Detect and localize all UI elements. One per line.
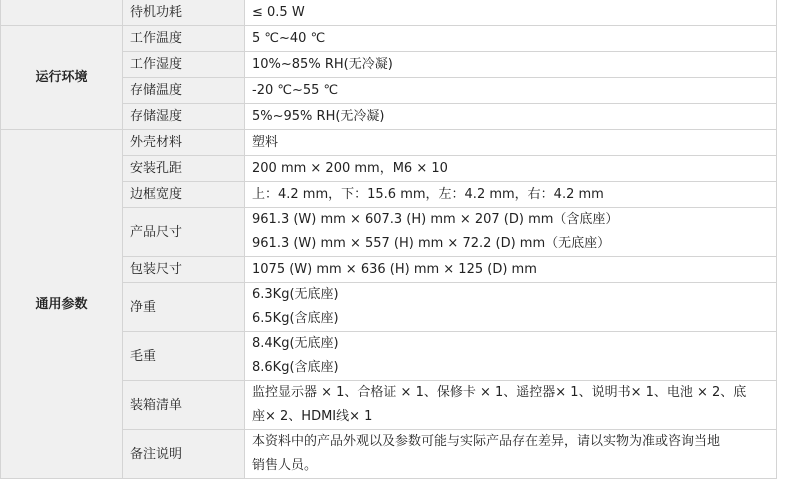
- spec-value-line: 8.6Kg(含底座): [252, 360, 339, 375]
- spec-value-cell: [245, 257, 777, 283]
- spec-value-cell: [245, 0, 777, 26]
- spec-name-cell: 备注说明: [123, 430, 245, 479]
- spec-value-line: 本资料中的产品外观以及参数可能与实际产品存在差异，请以实物为准或咨询当地: [252, 434, 721, 449]
- spec-name-cell: 产品尺寸: [123, 208, 245, 257]
- spec-value-cell: [245, 381, 777, 430]
- spec-value-line: 961.3 (W) mm × 557 (H) mm × 72.2 (D) mm（无底座）: [252, 236, 611, 251]
- spec-value-line: 6.5Kg(含底座): [252, 311, 339, 326]
- spec-value-cell: [245, 332, 777, 381]
- spec-value-line: 座× 2、HDMI线× 1: [252, 409, 373, 424]
- spec-value-cell: [245, 26, 777, 52]
- spec-value-line: 961.3 (W) mm × 607.3 (H) mm × 207 (D) mm（含底座）: [252, 212, 619, 227]
- category-cell: [1, 0, 123, 26]
- spec-name-cell: 存储温度: [123, 78, 245, 104]
- spec-row: [1, 26, 777, 52]
- spec-value-line: -20 ℃~55 ℃: [252, 82, 339, 98]
- spec-name-cell: 工作湿度: [123, 52, 245, 78]
- spec-name-cell: 毛重: [123, 332, 245, 381]
- spec-value-line: 6.3Kg(无底座): [252, 287, 339, 302]
- spec-name-cell: 工作温度: [123, 26, 245, 52]
- spec-value-line: 5%~95% RH(无冷凝): [252, 108, 385, 124]
- spec-name-cell: 外壳材料: [123, 130, 245, 156]
- spec-row: [1, 130, 777, 156]
- spec-name-cell: 安装孔距: [123, 156, 245, 182]
- spec-value-cell: [245, 104, 777, 130]
- spec-name-cell: 装箱清单: [123, 381, 245, 430]
- spec-value-line: ≤ 0.5 W: [252, 4, 305, 20]
- spec-name-cell: 净重: [123, 283, 245, 332]
- spec-value-line: 销售人员。: [252, 458, 318, 473]
- spec-value-line: 上：4.2 mm，下：15.6 mm，左：4.2 mm，右：4.2 mm: [252, 186, 604, 202]
- category-cell: 通用参数: [1, 130, 123, 479]
- spec-value-line: 5 ℃~40 ℃: [252, 30, 326, 46]
- spec-value-line: 监控显示器 × 1、合格证 × 1、保修卡 × 1、遥控器× 1、说明书× 1、电池 × 2、底: [252, 385, 747, 400]
- spec-name-cell: 包装尺寸: [123, 257, 245, 283]
- spec-value-cell: [245, 283, 777, 332]
- spec-value-cell: [245, 130, 777, 156]
- spec-value-line: 8.4Kg(无底座): [252, 336, 339, 351]
- spec-value-cell: [245, 156, 777, 182]
- spec-value-cell: [245, 52, 777, 78]
- spec-value-cell: [245, 78, 777, 104]
- spec-value-cell: [245, 182, 777, 208]
- spec-value-line: 1075 (W) mm × 636 (H) mm × 125 (D) mm: [252, 261, 537, 277]
- spec-value-line: 塑料: [252, 134, 279, 150]
- spec-value-line: 200 mm × 200 mm，M6 × 10: [252, 160, 448, 176]
- spec-table-body: [1, 0, 777, 479]
- spec-name-cell: 存储湿度: [123, 104, 245, 130]
- spec-row: [1, 0, 777, 26]
- spec-name-cell: 待机功耗: [123, 0, 245, 26]
- spec-value-cell: [245, 208, 777, 257]
- spec-name-cell: 边框宽度: [123, 182, 245, 208]
- spec-value-cell: [245, 430, 777, 479]
- spec-value-line: 10%~85% RH(无冷凝): [252, 56, 393, 72]
- category-cell: 运行环境: [1, 26, 123, 130]
